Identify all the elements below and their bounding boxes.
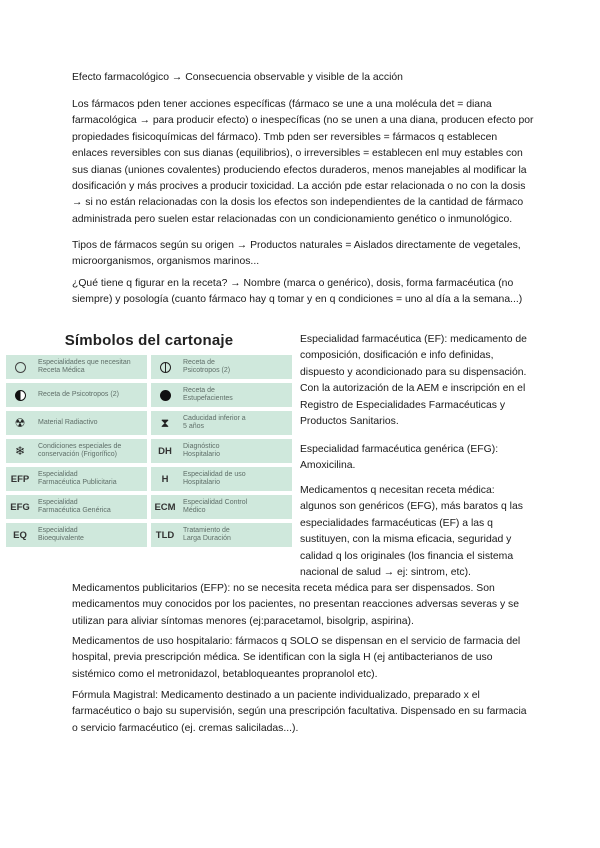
paragraph-efecto-farmacologico: Efecto farmacológico → Consecuencia observable y visible de la acción <box>72 72 403 83</box>
symbol-cell <box>151 355 292 379</box>
symbol-cell <box>151 523 292 547</box>
symbol-abbr: H <box>161 473 169 485</box>
symbol-abbr: EQ <box>13 529 27 541</box>
symbol-cell <box>151 411 292 435</box>
symbols-grid <box>6 355 292 547</box>
symbol-label: Receta de Psicotropos (2) <box>38 390 119 398</box>
symbol-label: Diagnóstico Hospitalario <box>183 442 220 458</box>
circle-half-icon <box>6 383 34 407</box>
paragraph-acciones-farmacos: Los fármacos pden tener acciones específicas (fármaco se une a una molécula det = diana farmacológica → para producir efecto) o inespecíficas (no se unen a una diana, producen efecto por propiedades fisicoquímicas del fármaco). Tmb pden ser reversibles = fármacos q establecen enlaces reversibles con sus dianas (equilibrios), o irreversibles = establecen enl muy estables con sus dianas (uniones covalentes) produciendo efectos duraderos, menos manejables al modificar la dosificación y más procives a producir toxicidad. La acción pde estar relacionada o no con la dosis → si no están relacionadas con la dosis los efectos son independientes de la cantidad de fármaco administrada pero suelen estar relacionadas con un condicionamiento genético o inmunológico. <box>72 99 534 225</box>
side-paragraph-receta-medica: Medicamentos q necesitan receta médica: algunos son genéricos (EFG), más baratos q las especialidades farmacéuticas (EF) a las q sustituyen, con la misma eficacia, seguridad y calidad q los originales (los financia el sistema nacional de salud → ej: sintrom, etc). <box>300 485 523 579</box>
symbol-abbr: TLD <box>155 529 175 541</box>
radiation-icon: ☢ <box>14 416 26 430</box>
symbol-label: Receta de Estupefacientes <box>183 386 233 402</box>
symbol-abbr: EFG <box>10 501 30 513</box>
symbol-cell <box>151 383 292 407</box>
symbol-cell <box>6 411 147 435</box>
symbol-cell <box>6 523 147 547</box>
symbol-label: Caducidad inferior a 5 años <box>183 414 246 430</box>
side-paragraph-efg: Especialidad farmacéutica genérica (EFG): Amoxicilina. <box>300 444 499 472</box>
circle-split-icon <box>151 355 179 379</box>
symbol-cell <box>6 439 147 463</box>
symbols-title: Símbolos del cartonaje <box>64 332 234 349</box>
symbol-label: Especialidades que necesitan Receta Médica <box>38 358 131 374</box>
symbols-figure <box>6 330 292 552</box>
symbol-cell <box>6 355 147 379</box>
symbol-label: Especialidad Farmacéutica Publicitaria <box>38 470 117 486</box>
symbol-abbr: DH <box>158 445 172 457</box>
circle-filled-icon <box>151 383 179 407</box>
symbol-label: Especialidad Farmacéutica Genérica <box>38 498 111 514</box>
symbol-abbr: EFP <box>10 473 30 485</box>
circle-outline-icon <box>6 355 34 379</box>
symbol-cell <box>151 439 292 463</box>
symbol-label: Especialidad Control Médico <box>183 498 248 514</box>
hourglass-icon: ⧗ <box>160 415 170 430</box>
symbol-cell <box>6 495 147 519</box>
symbol-label: Especialidad de uso Hospitalario <box>183 470 246 486</box>
paragraph-medicamentos-publicitarios: Medicamentos publicitarios (EFP): no se necesita receta médica para ser dispensados. Son medicamentos muy conocidos por los pacientes, no presentan reacciones adversas severas y se utilizan para aliviar síntomas menores (ej:paracetamol, bisolgrip, aspirina). <box>72 583 520 627</box>
symbol-label: Receta de Psicotropos (2) <box>183 358 231 374</box>
snowflake-icon: ❄ <box>14 444 26 458</box>
paragraph-uso-hospitalario: Medicamentos de uso hospitalario: fármacos q SOLO se dispensan en el servicio de farmacia del hospital, previa prescripción médica. Se identifican con la sigla H (ej antibacterianos de uso sistémico como el metronidazol, betabloqueantes propranolol etc). <box>72 636 521 680</box>
symbol-cell <box>151 467 292 491</box>
symbol-label: Material Radiactivo <box>38 418 98 426</box>
symbol-label: Tratamiento de Larga Duración <box>183 526 231 542</box>
symbol-cell <box>151 495 292 519</box>
paragraph-formula-magistral: Fórmula Magistral: Medicamento destinado a un paciente individualizado, preparado x el farmacéutico o bajo su supervisión, según una prescripción facultativa. Dispensado en su farmacia o servicio farmacéutico (ej. cremas saliciladas...). <box>72 690 527 734</box>
symbol-cell <box>6 467 147 491</box>
side-paragraph-ef: Especialidad farmacéutica (EF): medicamento de composición, dosificación e info definidas, dispuesto y acondicionado para su dispensación. Con la autorización de la AEM e inscripción en el Registro de Especialidades Farmacéuticas y Productos Sanitarios. <box>300 334 527 428</box>
symbol-abbr: ECM <box>154 501 176 513</box>
symbol-label: Especialidad Bioequivalente <box>38 526 84 542</box>
paragraph-receta: ¿Qué tiene q figurar en la receta? → Nombre (marca o genérico), dosis, forma farmacéutica (no siempre) y posología (cuanto fármaco hay q tomar y en q condiciones = uno al día a la semana...) <box>72 278 523 306</box>
paragraph-tipos-farmacos: Tipos de fármacos según su origen → Productos naturales = Aislados directamente de vegetales, microorganismos, organismos marinos... <box>72 240 521 268</box>
symbol-cell <box>6 383 147 407</box>
symbol-label: Condiciones especiales de conservación (Frigorífico) <box>38 442 122 458</box>
